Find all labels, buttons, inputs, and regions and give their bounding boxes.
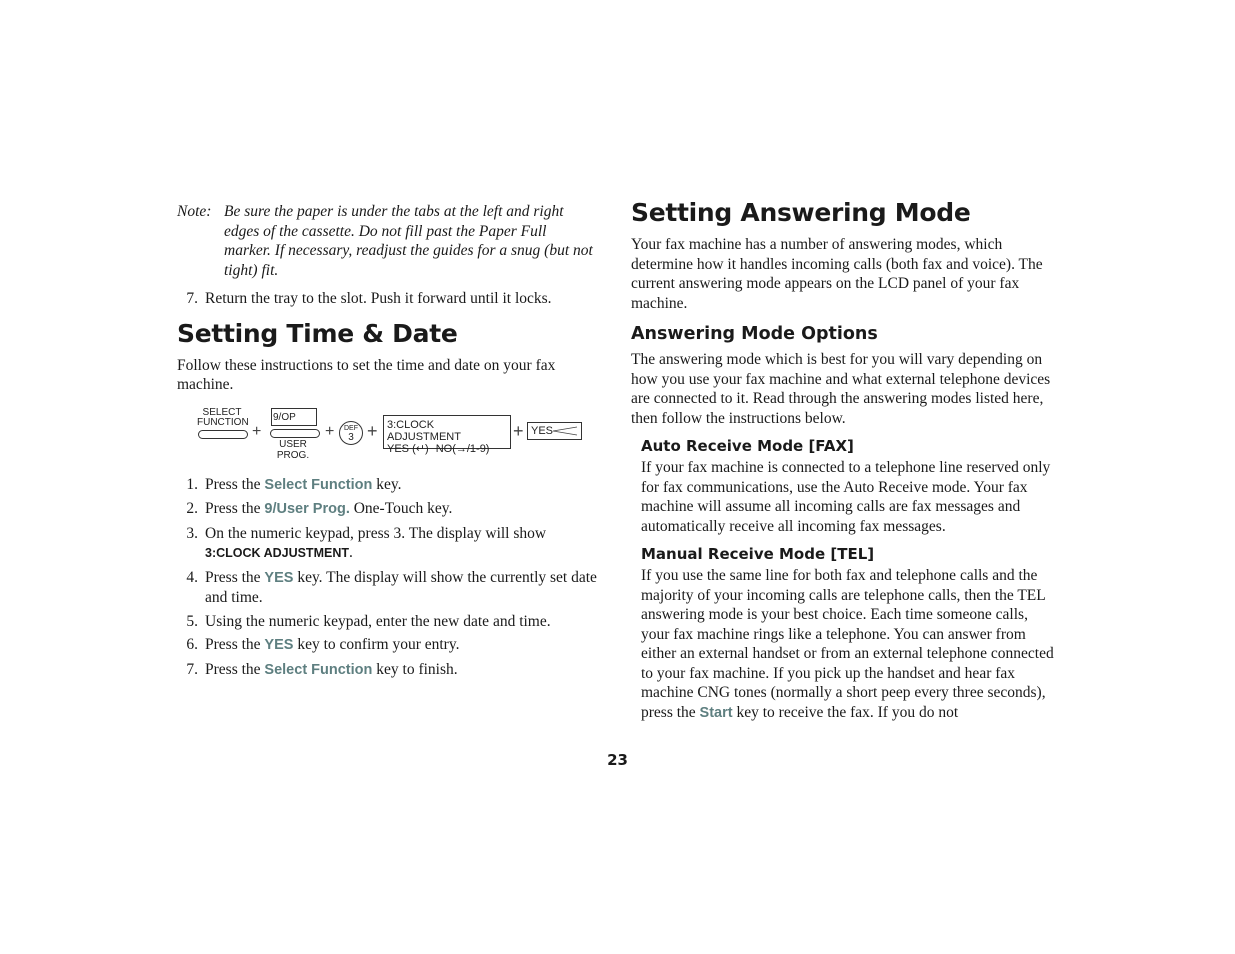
step-number: 2. [186,500,198,517]
manual-text-pre: If you use the same line for both fax and telephone calls and the majority of your incoming calls are telephone calls, then the TEL answering mode is your best choice. Each time someone calls, your fax machine rings like a telephone. You can answer from either an external handset or from an external telephone connected to your fax machine. If you pick up the handset and hear fax machine CNG tones (normally a short peep every three seconds), press the [641,567,1054,721]
answering-mode-options-title: Answering Mode Options [631,324,878,344]
auto-receive-text: If your fax machine is connected to a telephone line reserved only for fax communications, use the Auto Receive mode. Your fax machine will assume all incoming calls are fax messages and automatically receive all incoming fax messages. [641,459,1051,535]
plus-icon: + [325,422,335,440]
step-text [205,568,597,608]
keypad-3-icon [339,421,363,445]
user-prog-label: USER PROG. [276,438,310,461]
time-date-steps [177,475,597,681]
yes-key-name: YES [264,569,294,586]
step-number: 4. [186,568,198,586]
plus-icon: + [367,420,378,441]
list-item [177,524,597,564]
section-title-answering-mode: Setting Answering Mode [631,198,971,227]
step-number: 7. [186,290,198,307]
three-label: 3 [348,431,354,443]
yes-key-icon [527,422,582,440]
select-function-key-icon [198,430,248,439]
lcd-no: NO(→/1-9) [435,442,490,455]
step-text-post: One-Touch key. [349,500,453,517]
tray-step-list [177,289,597,309]
lcd-line-1: 3:CLOCK ADJUSTMENT [387,418,461,443]
step-text [205,475,597,496]
step-text: Using the numeric keypad, enter the new date and time. [205,612,551,630]
step-number: 1. [186,475,198,493]
yes-key-name: YES [264,637,294,653]
list-item [177,660,597,681]
step-text-post: key to confirm your entry. [293,636,460,653]
list-item [177,499,597,520]
right-column [631,198,1056,723]
step-text-pre: On the numeric keypad, press 3. The display will show [205,524,547,542]
left-column [177,202,597,680]
step-text-post: . [348,544,353,561]
select-function-label: SELECT FUNCTION [197,406,249,428]
lcd-line-2 [387,443,510,455]
answering-mode-options-text: The answering mode which is best for you will vary depending on how you use your fax machine and what external telephone devices are connected to it. Read through the answering modes listed here, then follow the instructions below. [631,351,1051,427]
step-number: 3. [186,524,198,542]
time-date-intro: Follow these instructions to set the time and date on your fax machine. [177,356,556,393]
step-text-pre: Press the [205,475,265,493]
lcd-text: 3:CLOCK ADJUSTMENT [205,546,349,560]
manual-receive-text [641,566,1056,723]
select-function-key-name: Select Function [264,661,373,678]
step-text [205,499,597,520]
step-text-pre: Press the [205,568,265,586]
user-prog-key-name: 9/User Prog. [264,501,350,517]
step-text-post: key to finish. [372,660,458,678]
section-title-time-date: Setting Time & Date [177,318,458,348]
answering-mode-intro: Your fax machine has a number of answering modes, which determine how it handles incoming calls (both fax and voice). The current answering mode appears on the LCD panel of your fax machine. [631,236,1043,312]
plus-icon: + [513,420,524,441]
list-item [177,475,597,496]
start-key-name: Start [699,704,733,721]
step-text-post: key. [372,475,402,493]
step-text-pre: Press the [205,500,265,517]
yes-key-label: YES [531,424,554,437]
list-item [177,568,597,608]
step-text [205,524,597,564]
lcd-display-box [383,415,511,455]
note-label: Note: [177,203,212,220]
step-text: Return the tray to the slot. Push it forward until it locks. [205,290,552,307]
user-prog-key-icon [270,429,320,438]
page-number: 23 [607,751,628,769]
plus-icon: + [252,422,262,440]
step-text-pre: Press the [205,660,265,678]
arrow-left-icon [552,426,578,436]
select-function-key-name: Select Function [264,476,373,493]
note-text: Be sure the paper is under the tabs at the left and right edges of the cassette. Do not fill past the Paper Full marker. If necessary, readjust the guides for a snug (but not tight) fit. [224,203,593,279]
list-item [177,635,597,656]
note [177,202,597,280]
list-item [177,289,597,309]
manual-receive-title: Manual Receive Mode [TEL] [641,545,875,563]
key-sequence-diagram [197,405,597,465]
def-label: DEF [344,424,358,432]
step-text [205,660,597,681]
op-key-label-box: 9/OP [271,408,317,426]
manual-text-post: key to receive the fax. If you do not [732,703,959,721]
mode-descriptions [641,437,1056,723]
step-text-post: key. The display will show the currently set date and time. [205,568,597,606]
lcd-yes: YES (↵) [387,442,429,455]
step-number: 7. [186,660,198,678]
auto-receive-title: Auto Receive Mode [FAX] [641,437,854,455]
step-text [205,635,597,656]
step-text-pre: Press the [205,636,265,653]
step-number: 6. [186,636,198,653]
step-number: 5. [186,612,198,630]
list-item [177,612,597,632]
